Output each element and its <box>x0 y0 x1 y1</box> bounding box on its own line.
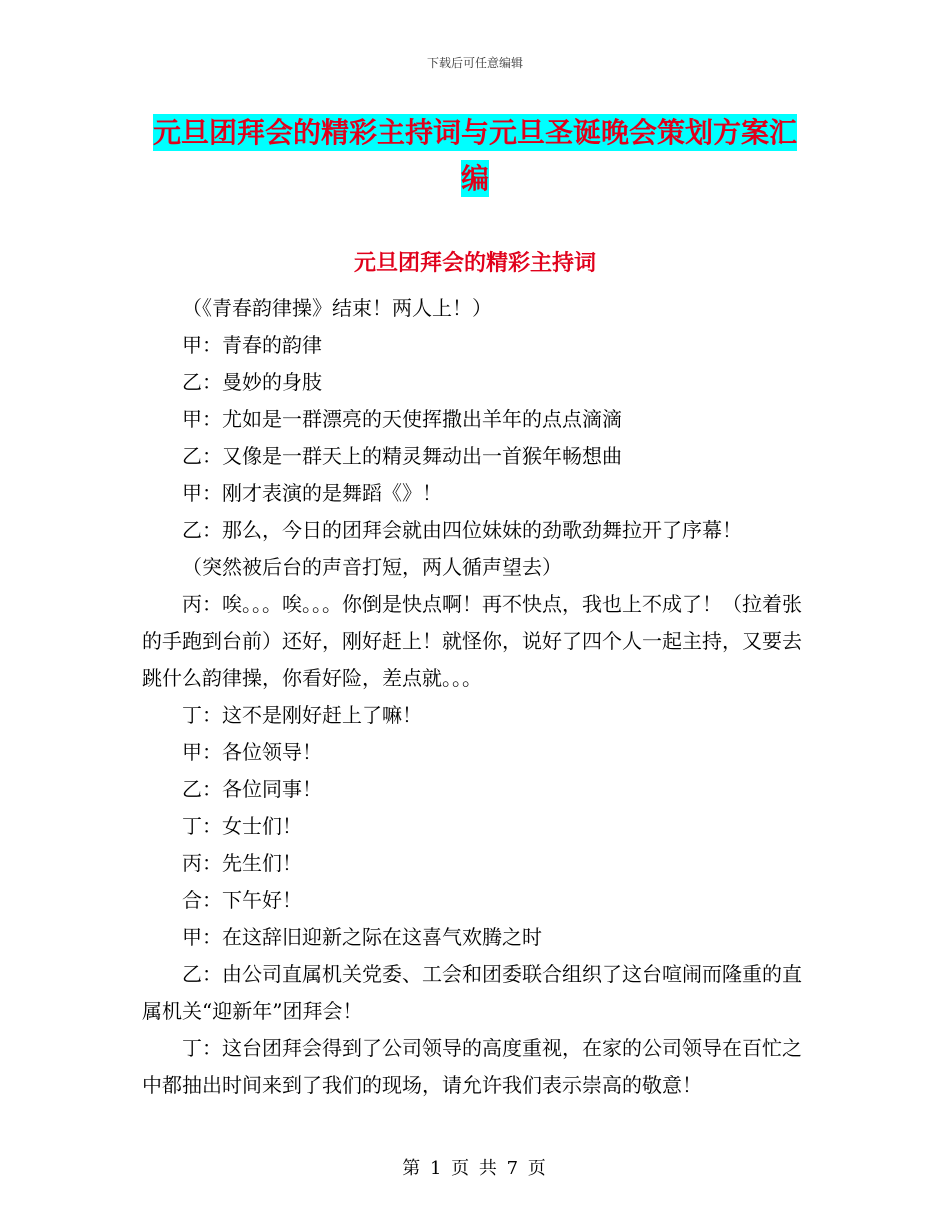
page-footer: 第 1 页 共 7 页 <box>402 1158 548 1179</box>
title-line-2: 编 <box>460 162 489 195</box>
script-body <box>142 290 806 1104</box>
paragraph: 乙：又像是一群天上的精灵舞动出一首猴年畅想曲 <box>182 444 622 468</box>
paragraph: 丙：先生们！ <box>182 851 302 875</box>
paragraph: 丁：女士们！ <box>182 814 302 838</box>
paragraph: 乙：各位同事！ <box>182 777 322 801</box>
paragraph: 甲：刚才表演的是舞蹈《》！ <box>182 481 442 505</box>
paragraph: 丙：唉。。。唉。。。你倒是快点啊！再不快点，我也上不成了！（拉着张的手跑到台前）还好，刚好赶上！就怪你，说好了四个人一起主持，又要去跳什么韵律操，你看好险，差点就。。。 <box>142 592 802 690</box>
paragraph: 甲：尤如是一群漂亮的天使挥撒出羊年的点点滴滴 <box>182 407 622 431</box>
paragraph: 甲：各位领导！ <box>182 740 322 764</box>
paragraph: 甲：青春的韵律 <box>182 333 322 357</box>
paragraph: 丁：这台团拜会得到了公司领导的高度重视，在家的公司领导在百忙之中都抽出时间来到了我们的现场，请允许我们表示崇高的敬意！ <box>142 1036 802 1097</box>
paragraph: 甲：在这辞旧迎新之际在这喜气欢腾之时 <box>182 925 542 949</box>
paragraph: （突然被后台的声音打短，两人循声望去） <box>182 555 562 579</box>
title-line-1: 元旦团拜会的精彩主持词与元旦圣诞晚会策划方案汇 <box>152 116 797 149</box>
paragraph: 乙：曼妙的身肢 <box>182 370 322 394</box>
document-title <box>140 110 810 202</box>
section-title: 元旦团拜会的精彩主持词 <box>353 251 596 276</box>
paragraph: 乙：由公司直属机关党委、工会和团委联合组织了这台喧闹而隆重的直属机关“迎新年”团拜会！ <box>142 962 802 1023</box>
paragraph: 合：下午好！ <box>182 888 302 912</box>
paragraph: （《青春韵律操》结束！两人上！） <box>182 296 492 320</box>
header-note: 下载后可任意编辑 <box>426 56 523 70</box>
paragraph: 丁：这不是刚好赶上了嘛！ <box>182 703 422 727</box>
paragraph: 乙：那么，今日的团拜会就由四位妹妹的劲歌劲舞拉开了序幕！ <box>182 518 742 542</box>
